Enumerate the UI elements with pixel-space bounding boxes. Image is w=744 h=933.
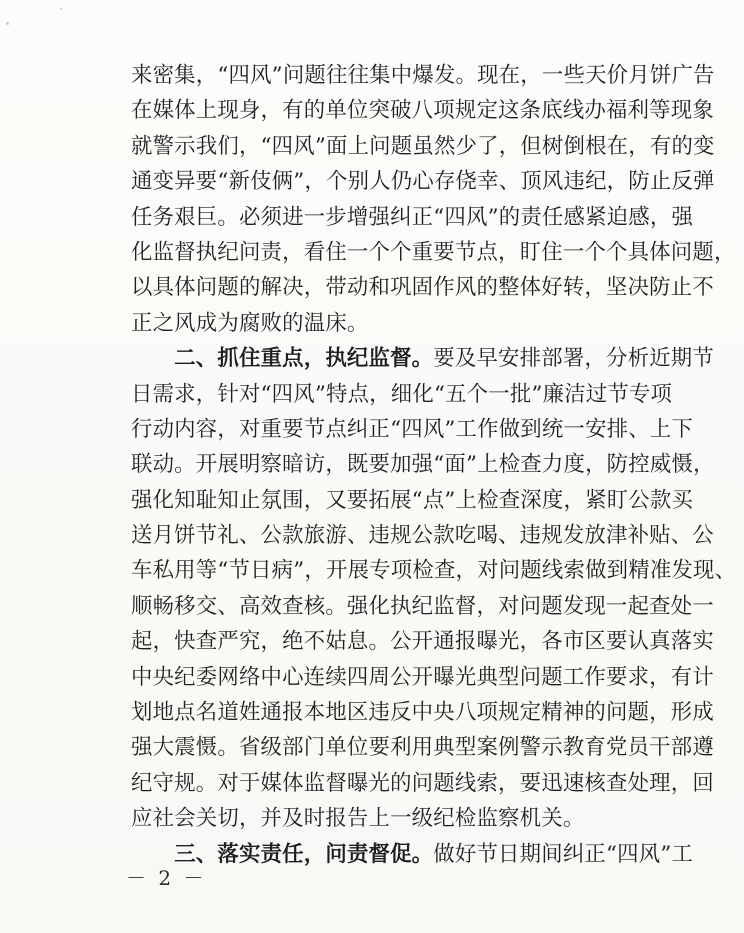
text-line: 联动。开展明察暗访，既要加强“面”上检查力度，防控威慑，	[131, 452, 715, 478]
text-line: 正之风成为腐败的温床。	[131, 310, 369, 336]
text-line: 起，快查严究，绝不姑息。公开通报曝光，各市区要认真落实	[131, 629, 714, 655]
page-number: － 2 －	[126, 866, 207, 890]
section-3-first-line	[131, 837, 694, 872]
section-3-heading: 三、落实责任，问责督促。	[174, 841, 434, 867]
text-line: 强化知耻知止氛围，又要拓展“点”上检查深度，紧盯公款买	[131, 487, 694, 513]
text-line: 来密集，“四风”问题往往集中爆发。现在，一些天价月饼广告	[131, 63, 715, 88]
text-line: 行动内容，对重要节点纠正“四风”工作做到统一安排、上下	[131, 416, 694, 442]
document-body	[131, 58, 737, 872]
scan-speck	[60, 8, 62, 10]
section-2-heading: 二、抓住重点，执纪监督。	[174, 346, 434, 372]
text-line: 纪守规。对于媒体监督曝光的问题线索，要迅速核查处理，回	[131, 770, 714, 796]
section-2-first-line	[131, 341, 714, 376]
text-line: 送月饼节礼、公款旅游、违规公款吃喝、违规发放津补贴、公	[131, 523, 714, 549]
scan-speck	[6, 22, 9, 25]
text-line: 在媒体上现身，有的单位突破八项规定这条底线办福利等现象	[131, 98, 714, 124]
text-line: 应社会关切，并及时报告上一级纪检监察机关。	[131, 806, 585, 832]
text-line: 顺畅移交、高效查核。强化执纪监督，对问题发现一起查处一	[131, 593, 714, 619]
text-line: 车私用等“节日病”，开展专项检查，对问题线索做到精准发现、	[131, 558, 737, 584]
section-2-first-line-text: 要及早安排部署，分析近期节	[433, 346, 714, 372]
text-line: 化监督执纪问责，看住一个个重要节点，盯住一个个具体问题，	[131, 239, 736, 265]
section-3-first-line-text: 做好节日期间纠正“四风”工	[433, 841, 694, 867]
text-line: 就警示我们，“四风”面上问题虽然少了，但树倒根在，有的变	[131, 133, 715, 159]
text-line: 强大震慑。省级部门单位要利用典型案例警示教育党员干部遵	[131, 735, 714, 761]
text-line: 任务艰巨。必须进一步增强纠正“四风”的责任感紧迫感，强	[131, 204, 694, 230]
text-line: 中央纪委网络中心连续四周公开曝光典型问题工作要求，有计	[131, 664, 714, 690]
text-line: 划地点名道姓通报本地区违反中央八项规定精神的问题，形成	[131, 700, 714, 726]
text-line: 日需求，针对“四风”特点，细化“五个一批”廉洁过节专项	[131, 381, 673, 407]
text-line: 以具体问题的解决，带动和巩固作风的整体好转，坚决防止不	[131, 275, 714, 301]
text-line: 通变异要“新伎俩”，个别人仍心存侥幸、顶风违纪，防止反弹	[131, 169, 715, 195]
